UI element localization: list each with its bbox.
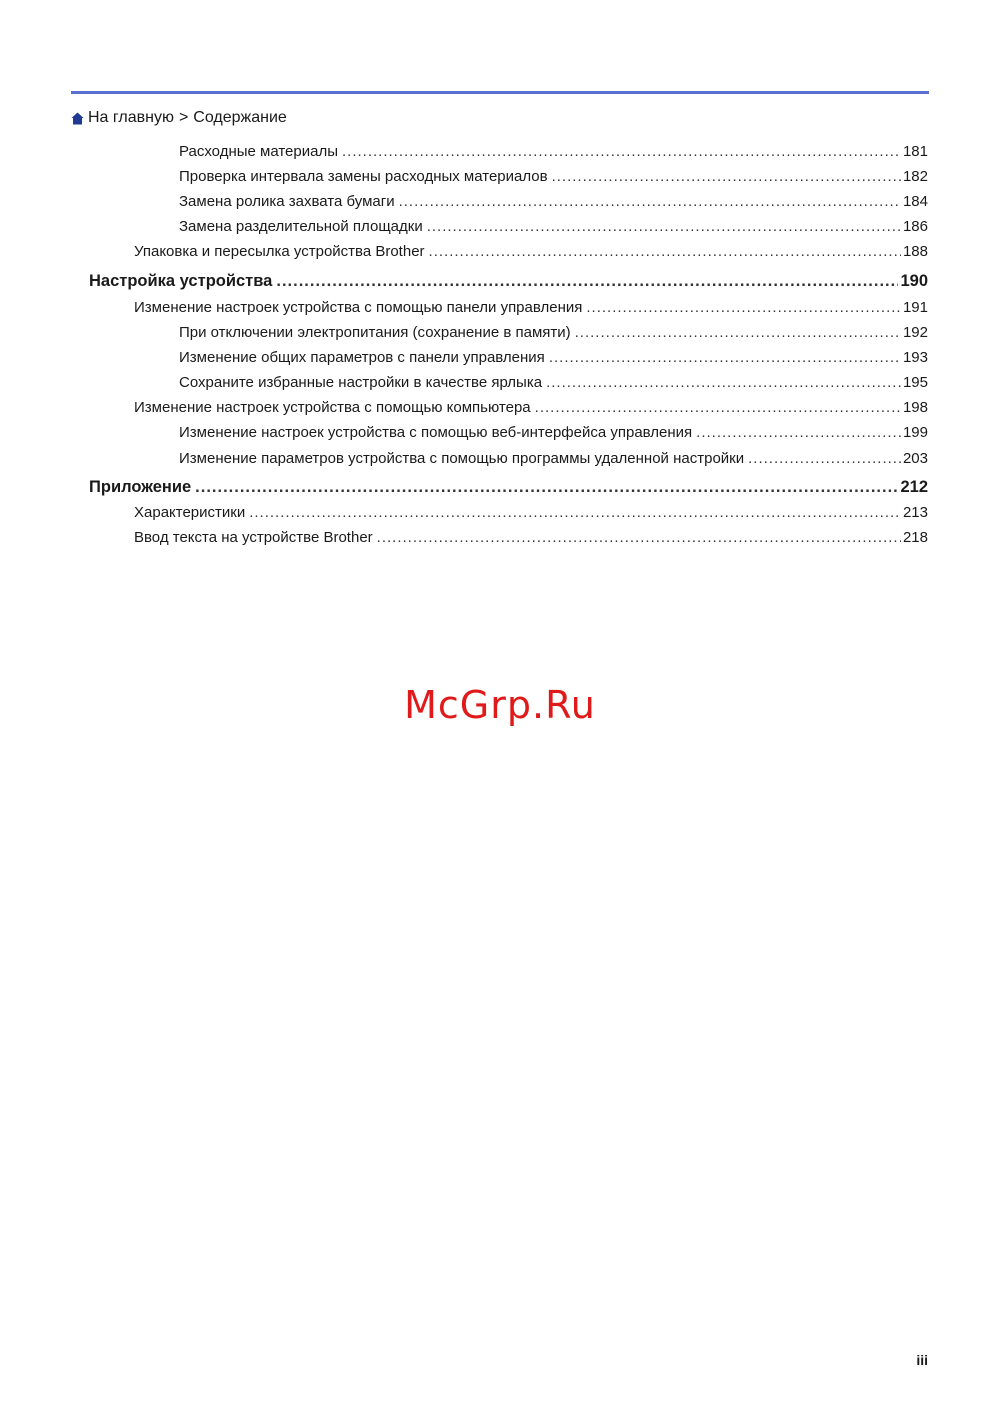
toc-leader-dots [748,450,901,467]
toc-leader-dots [535,399,901,416]
toc-entry[interactable] [134,299,928,321]
toc-entry-page[interactable]: 195 [902,374,928,391]
toc-entry[interactable] [179,374,928,396]
toc-entry[interactable] [179,424,928,446]
toc-leader-dots [549,349,901,366]
toc-entry-page[interactable]: 186 [902,218,928,235]
toc-entry[interactable] [179,143,928,165]
toc-entry-title[interactable]: Замена ролика захвата бумаги [179,193,395,210]
toc-leader-dots [696,424,901,441]
breadcrumb-current: Содержание [193,109,287,126]
toc-entry-page[interactable]: 184 [902,193,928,210]
toc-entry-title[interactable]: Настройка устройства [89,272,273,290]
toc-leader-dots [195,478,898,497]
toc-leader-dots [546,374,901,391]
toc-entry-page[interactable]: 218 [902,529,928,546]
toc-leader-dots [342,143,901,160]
toc-entry-title[interactable]: Проверка интервала замены расходных материалов [179,168,548,185]
toc-entry-page[interactable]: 191 [902,299,928,316]
toc-leader-dots [575,324,901,341]
breadcrumb-separator: > [178,109,189,126]
toc-entry-page[interactable]: 181 [902,143,928,160]
toc-entry-title[interactable]: Сохраните избранные настройки в качестве ярлыка [179,374,543,391]
watermark: McGrp.Ru [404,683,596,727]
breadcrumb-home-link[interactable]: На главную [88,109,174,126]
toc-leader-dots [427,218,901,235]
toc-entry[interactable] [179,450,928,472]
toc-entry-title[interactable]: Изменение настроек устройства с помощью компьютера [134,399,531,416]
toc-entry-title[interactable]: Изменение настроек устройства с помощью панели управления [134,299,583,316]
toc-entry[interactable] [134,243,928,265]
toc-entry-page[interactable]: 190 [900,272,928,290]
toc-entry[interactable] [179,324,928,346]
toc-entry-page[interactable]: 192 [902,324,928,341]
toc-leader-dots [276,272,898,291]
header-rule [71,91,929,94]
toc-entry-page[interactable]: 199 [902,424,928,441]
toc-leader-dots [552,168,901,185]
toc-entry-page[interactable]: 212 [900,478,928,496]
toc-leader-dots [399,193,901,210]
toc-entry-page[interactable]: 213 [902,504,928,521]
toc-entry-title[interactable]: Приложение [89,478,192,496]
toc-entry-title[interactable]: При отключении электропитания (сохранение в памяти) [179,324,571,341]
toc-entry-title[interactable]: Расходные материалы [179,143,338,160]
toc-entry-title[interactable]: Замена разделительной площадки [179,218,423,235]
breadcrumb [71,109,287,127]
toc-entry-page[interactable]: 182 [902,168,928,185]
toc-entry-title[interactable]: Упаковка и пересылка устройства Brother [134,243,425,260]
toc-entry-title[interactable]: Характеристики [134,504,246,521]
home-icon[interactable] [71,112,84,125]
toc-leader-dots [429,243,901,260]
toc-entry-page[interactable]: 193 [902,349,928,366]
toc-leader-dots [249,504,901,521]
toc-entry-page[interactable]: 198 [902,399,928,416]
toc-entry[interactable] [179,349,928,371]
toc-entry[interactable] [134,504,928,526]
toc-entry[interactable] [134,529,928,551]
toc-entry[interactable] [179,193,928,215]
toc-entry[interactable] [134,399,928,421]
toc-entry-title[interactable]: Ввод текста на устройстве Brother [134,529,373,546]
toc-entry[interactable] [179,168,928,190]
toc-entry-title[interactable]: Изменение общих параметров с панели управления [179,349,545,366]
toc-entry[interactable] [179,218,928,240]
toc-entry[interactable] [89,478,928,500]
toc-entry[interactable] [89,272,928,294]
toc-leader-dots [377,529,901,546]
toc-entry-title[interactable]: Изменение настроек устройства с помощью веб-интерфейса управления [179,424,693,441]
toc-leader-dots [586,299,901,316]
toc-entry-page[interactable]: 188 [902,243,928,260]
toc-entry-page[interactable]: 203 [902,450,928,467]
page-number: iii [916,1352,928,1368]
toc-entry-title[interactable]: Изменение параметров устройства с помощью программы удаленной настройки [179,450,745,467]
